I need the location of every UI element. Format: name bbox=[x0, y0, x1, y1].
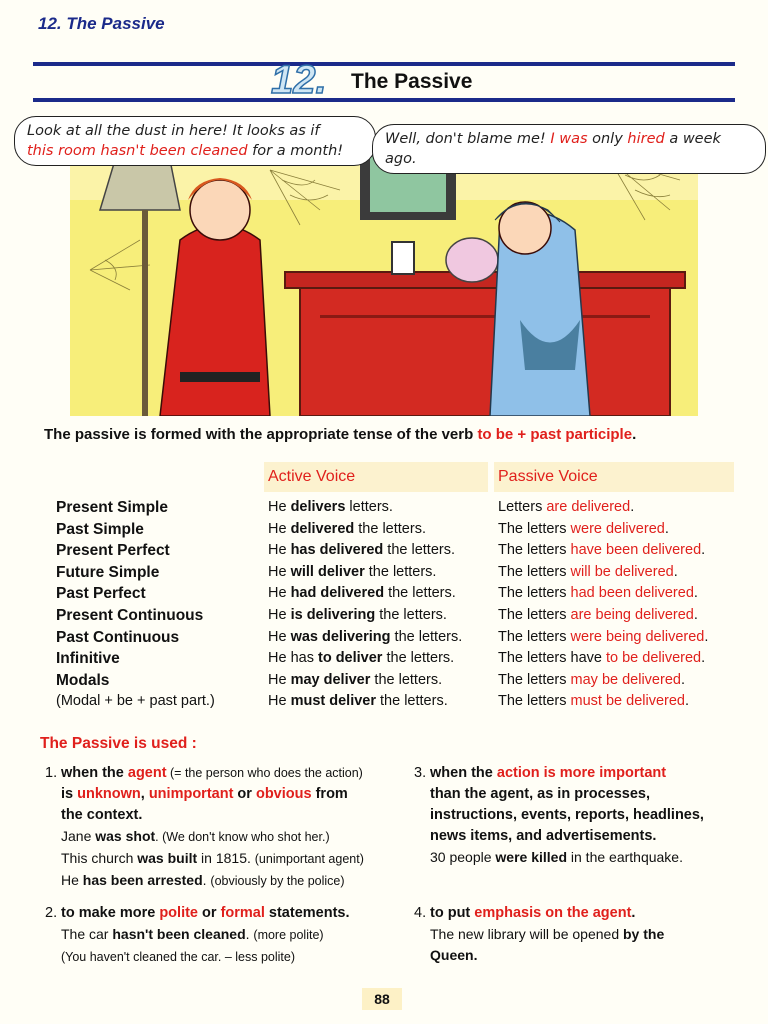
bubble-right-text-c: only bbox=[587, 131, 628, 147]
active-part: He bbox=[268, 671, 291, 688]
passive-example bbox=[498, 497, 634, 518]
usage-point-2 bbox=[45, 903, 401, 968]
passive-example bbox=[498, 605, 698, 626]
active-part: letters. bbox=[345, 499, 393, 515]
active-part: has delivered bbox=[290, 542, 384, 559]
point-number: 3. bbox=[414, 765, 427, 781]
passive-part: The letters bbox=[498, 693, 571, 710]
tense-name: Infinitive bbox=[56, 650, 120, 668]
point-4-line1 bbox=[430, 903, 740, 924]
point-1-line2 bbox=[61, 784, 401, 805]
usage-point-1 bbox=[45, 763, 401, 892]
passive-part: . bbox=[630, 499, 635, 515]
p1-ex3d: (obviously by the police) bbox=[210, 874, 345, 888]
active-part: the letters. bbox=[354, 520, 426, 537]
speech-bubble-left bbox=[14, 116, 376, 166]
active-part: is delivering bbox=[290, 607, 376, 623]
tense-row bbox=[34, 540, 744, 561]
active-part: He bbox=[268, 499, 291, 515]
p2-polite: polite bbox=[159, 905, 198, 921]
p1-ex3a: He bbox=[61, 872, 83, 888]
active-part: He has bbox=[268, 650, 318, 667]
tense-name: Future Simple bbox=[56, 563, 160, 581]
passive-part: must be delivered bbox=[570, 693, 685, 710]
usage-point-3 bbox=[414, 763, 740, 868]
page-number: 88 bbox=[362, 988, 402, 1010]
usage-point-4 bbox=[414, 903, 740, 966]
intro-text: The passive is formed with the appropriate tense of the verb bbox=[44, 426, 478, 443]
intro-sentence bbox=[44, 426, 636, 443]
passive-part: . bbox=[693, 607, 698, 623]
bubble-right-highlight-2: hired bbox=[627, 131, 665, 147]
point-3-line2: than the agent, as in processes, bbox=[430, 786, 650, 802]
point-number: 4. bbox=[414, 905, 427, 921]
passive-part: are delivered bbox=[546, 499, 631, 515]
bubble-right-highlight-1: I was bbox=[550, 131, 588, 147]
passive-part: have been delivered bbox=[570, 542, 702, 559]
active-part: the letters. bbox=[376, 693, 448, 710]
passive-part: had been delivered bbox=[570, 585, 694, 602]
point-4-example-1 bbox=[430, 924, 740, 945]
active-part: delivered bbox=[290, 520, 355, 537]
passive-part: . bbox=[701, 650, 706, 667]
p1-m2: is bbox=[61, 786, 78, 802]
active-part: must deliver bbox=[290, 693, 376, 710]
title-rule-bottom bbox=[33, 98, 735, 102]
tense-row bbox=[34, 648, 744, 669]
vase-icon bbox=[446, 238, 498, 282]
p2-ex1a: The car bbox=[61, 926, 113, 942]
tense-name: (Modal + be + past part.) bbox=[56, 693, 215, 710]
tense-row bbox=[34, 562, 744, 583]
active-part: He bbox=[268, 520, 291, 537]
passive-part: to be delivered bbox=[606, 650, 702, 667]
passive-example bbox=[498, 627, 708, 648]
p1-ex2a: This church bbox=[61, 850, 138, 866]
active-part: He bbox=[268, 585, 291, 602]
point-2-example-1 bbox=[61, 924, 401, 946]
passive-part: The letters bbox=[498, 671, 571, 688]
active-part: delivers bbox=[290, 499, 346, 515]
point-number: 1. bbox=[45, 765, 58, 781]
tense-row bbox=[34, 497, 744, 518]
tense-row bbox=[34, 627, 744, 648]
passive-part: The letters bbox=[498, 542, 571, 559]
passive-example bbox=[498, 562, 678, 583]
tense-row bbox=[34, 583, 744, 604]
passive-part: will be delivered bbox=[570, 563, 674, 580]
passive-example bbox=[498, 670, 685, 691]
active-example bbox=[268, 648, 454, 669]
passive-part: . bbox=[701, 542, 706, 559]
tense-row bbox=[34, 605, 744, 626]
active-example bbox=[268, 627, 462, 648]
speech-bubble-right bbox=[372, 124, 766, 174]
passive-part: The letters bbox=[498, 585, 571, 602]
point-1-example-3 bbox=[61, 870, 401, 892]
passive-part: . bbox=[704, 628, 709, 645]
p2-ex1d: (more polite) bbox=[253, 928, 324, 942]
p1-or: or bbox=[233, 786, 256, 802]
p4-m1: to put bbox=[430, 905, 475, 921]
passive-part: were delivered bbox=[570, 520, 665, 537]
bubble-left-rest: for a month! bbox=[247, 143, 344, 159]
active-example bbox=[268, 670, 442, 691]
active-part: He bbox=[268, 628, 291, 645]
tense-name: Present Perfect bbox=[56, 542, 170, 560]
p3-ex1a: 30 people bbox=[430, 849, 496, 865]
tense-name: Past Perfect bbox=[56, 585, 146, 603]
passive-part: Letters bbox=[498, 499, 547, 515]
p4-m2: . bbox=[631, 905, 636, 921]
passive-voice-heading: Passive Voice bbox=[494, 462, 734, 492]
lamp-icon bbox=[100, 160, 180, 210]
running-header: 12. The Passive bbox=[38, 14, 165, 33]
p1-note: (= the person who does the action) bbox=[166, 766, 363, 780]
point-1-example-2 bbox=[61, 848, 401, 870]
passive-part: The letters bbox=[498, 607, 571, 623]
passive-part: The letters bbox=[498, 628, 571, 645]
passive-part: . bbox=[664, 520, 669, 537]
dresser-icon bbox=[300, 285, 670, 416]
point-3-line1 bbox=[430, 763, 740, 784]
title-rule-top bbox=[33, 62, 735, 66]
passive-example bbox=[498, 583, 698, 604]
p2-m2: statements. bbox=[264, 905, 350, 921]
tense-name: Modals bbox=[56, 671, 110, 689]
p1-ex3b: has been arrested bbox=[82, 872, 203, 888]
chapter-title: The Passive bbox=[351, 70, 473, 93]
chapter-number: 12. bbox=[271, 58, 327, 102]
passive-part: . bbox=[693, 585, 698, 602]
active-part: the letters. bbox=[375, 607, 447, 623]
bubble-right-text-a: Well, don't blame me! bbox=[385, 131, 551, 147]
active-part: He bbox=[268, 542, 291, 559]
p1-agent: agent bbox=[127, 765, 167, 781]
passive-part: are being delivered bbox=[570, 607, 694, 623]
passive-part: . bbox=[684, 693, 690, 710]
active-example bbox=[268, 605, 447, 626]
bubble-left-line2 bbox=[27, 141, 363, 161]
p1-ex2c: in 1815. bbox=[197, 850, 255, 866]
active-part: may deliver bbox=[290, 671, 371, 688]
p1-m1: when the bbox=[61, 765, 128, 781]
p3-red: action is more important bbox=[496, 765, 667, 781]
tense-row bbox=[34, 670, 744, 691]
active-example bbox=[268, 497, 393, 518]
point-1-line3: the context. bbox=[61, 807, 143, 823]
active-example bbox=[268, 583, 456, 604]
tense-row bbox=[34, 691, 744, 712]
p2-m1: to make more bbox=[61, 905, 160, 921]
active-part: the letters. bbox=[364, 563, 437, 580]
p1-obvious: obvious bbox=[255, 786, 312, 802]
p1-ex3c: . bbox=[202, 872, 211, 888]
p2-ex1b: hasn't been cleaned bbox=[112, 926, 246, 942]
passive-example bbox=[498, 519, 669, 540]
p4-ex1b: by the bbox=[623, 926, 665, 942]
p1-unknown: unknown bbox=[77, 786, 141, 802]
p1-comma: , bbox=[140, 786, 149, 802]
active-example bbox=[268, 540, 455, 561]
passive-part: . bbox=[680, 671, 685, 688]
intro-highlight: to be + past participle bbox=[477, 426, 633, 443]
tense-name: Past Continuous bbox=[56, 628, 180, 646]
passive-part: were being delivered bbox=[570, 628, 705, 645]
active-part: He bbox=[268, 607, 291, 623]
cartoon-illustration bbox=[70, 150, 698, 416]
p1-ex2d: (unimportant agent) bbox=[254, 852, 364, 866]
active-example bbox=[268, 691, 448, 712]
active-part: the letters. bbox=[370, 671, 443, 688]
p1-ex1c: . (We don't know who shot her.) bbox=[155, 830, 330, 844]
point-3-example-1 bbox=[430, 847, 740, 868]
active-example bbox=[268, 562, 436, 583]
active-part: was delivering bbox=[290, 628, 391, 645]
p2-or: or bbox=[198, 905, 221, 921]
passive-part: The letters bbox=[498, 520, 571, 537]
active-example bbox=[268, 519, 426, 540]
point-1-line1 bbox=[61, 763, 401, 784]
passive-used-heading: The Passive is used : bbox=[40, 735, 197, 752]
tense-name: Present Continuous bbox=[56, 607, 204, 624]
chapter-title-bar bbox=[33, 58, 735, 106]
point-number: 2. bbox=[45, 905, 58, 921]
point-4-example-2: Queen. bbox=[430, 947, 478, 963]
active-part: will deliver bbox=[290, 563, 365, 580]
p2-formal: formal bbox=[220, 905, 265, 921]
passive-part: . bbox=[673, 563, 678, 580]
point-2-example-2 bbox=[61, 946, 401, 968]
p1-ex2b: was built bbox=[137, 850, 198, 866]
p3-ex1c: in the earthquake. bbox=[567, 849, 683, 865]
active-part: the letters. bbox=[390, 628, 463, 645]
passive-part: The letters have bbox=[498, 650, 606, 667]
active-part: the letters. bbox=[384, 585, 456, 602]
p4-ex1a: The new library will be opened bbox=[430, 926, 623, 942]
p3-m1: when the bbox=[430, 765, 497, 781]
point-1-example-1 bbox=[61, 826, 401, 848]
passive-example bbox=[498, 540, 705, 561]
passive-part: may be delivered bbox=[570, 671, 681, 688]
active-part: He bbox=[268, 693, 291, 710]
passive-part: The letters bbox=[498, 563, 571, 580]
point-3-line3: instructions, events, reports, headlines, bbox=[430, 807, 704, 823]
point-2-line1 bbox=[61, 903, 401, 924]
p2-ex1c: . bbox=[245, 926, 254, 942]
p3-ex1b: were killed bbox=[495, 849, 567, 865]
tense-name: Past Simple bbox=[56, 520, 144, 538]
active-part: He bbox=[268, 563, 291, 580]
tense-row bbox=[34, 519, 744, 540]
woman-right-icon bbox=[490, 202, 590, 416]
bubble-right-text-e: a week ago. bbox=[385, 131, 721, 167]
p1-m3: from bbox=[311, 786, 348, 802]
intro-end: . bbox=[632, 426, 637, 443]
p1-ex1b: was shot bbox=[95, 828, 156, 844]
p1-ex1a: Jane bbox=[61, 828, 96, 844]
p1-unimportant: unimportant bbox=[148, 786, 234, 802]
active-part: the letters. bbox=[383, 542, 455, 559]
passive-example bbox=[498, 691, 689, 712]
bubble-left-line1: Look at all the dust in here! It looks as if bbox=[27, 123, 320, 139]
active-part: had delivered bbox=[290, 585, 385, 602]
active-voice-heading: Active Voice bbox=[264, 462, 488, 492]
p4-red: emphasis on the agent bbox=[474, 905, 632, 921]
point-3-line4: news items, and advertisements. bbox=[430, 828, 657, 844]
p2-ex2: (You haven't cleaned the car. – less polite) bbox=[61, 950, 296, 964]
active-part: to deliver bbox=[317, 650, 383, 667]
active-part: the letters. bbox=[382, 650, 455, 667]
tense-name: Present Simple bbox=[56, 499, 168, 516]
passive-example bbox=[498, 648, 705, 669]
bubble-left-highlight: this room hasn't been cleaned bbox=[27, 143, 248, 159]
